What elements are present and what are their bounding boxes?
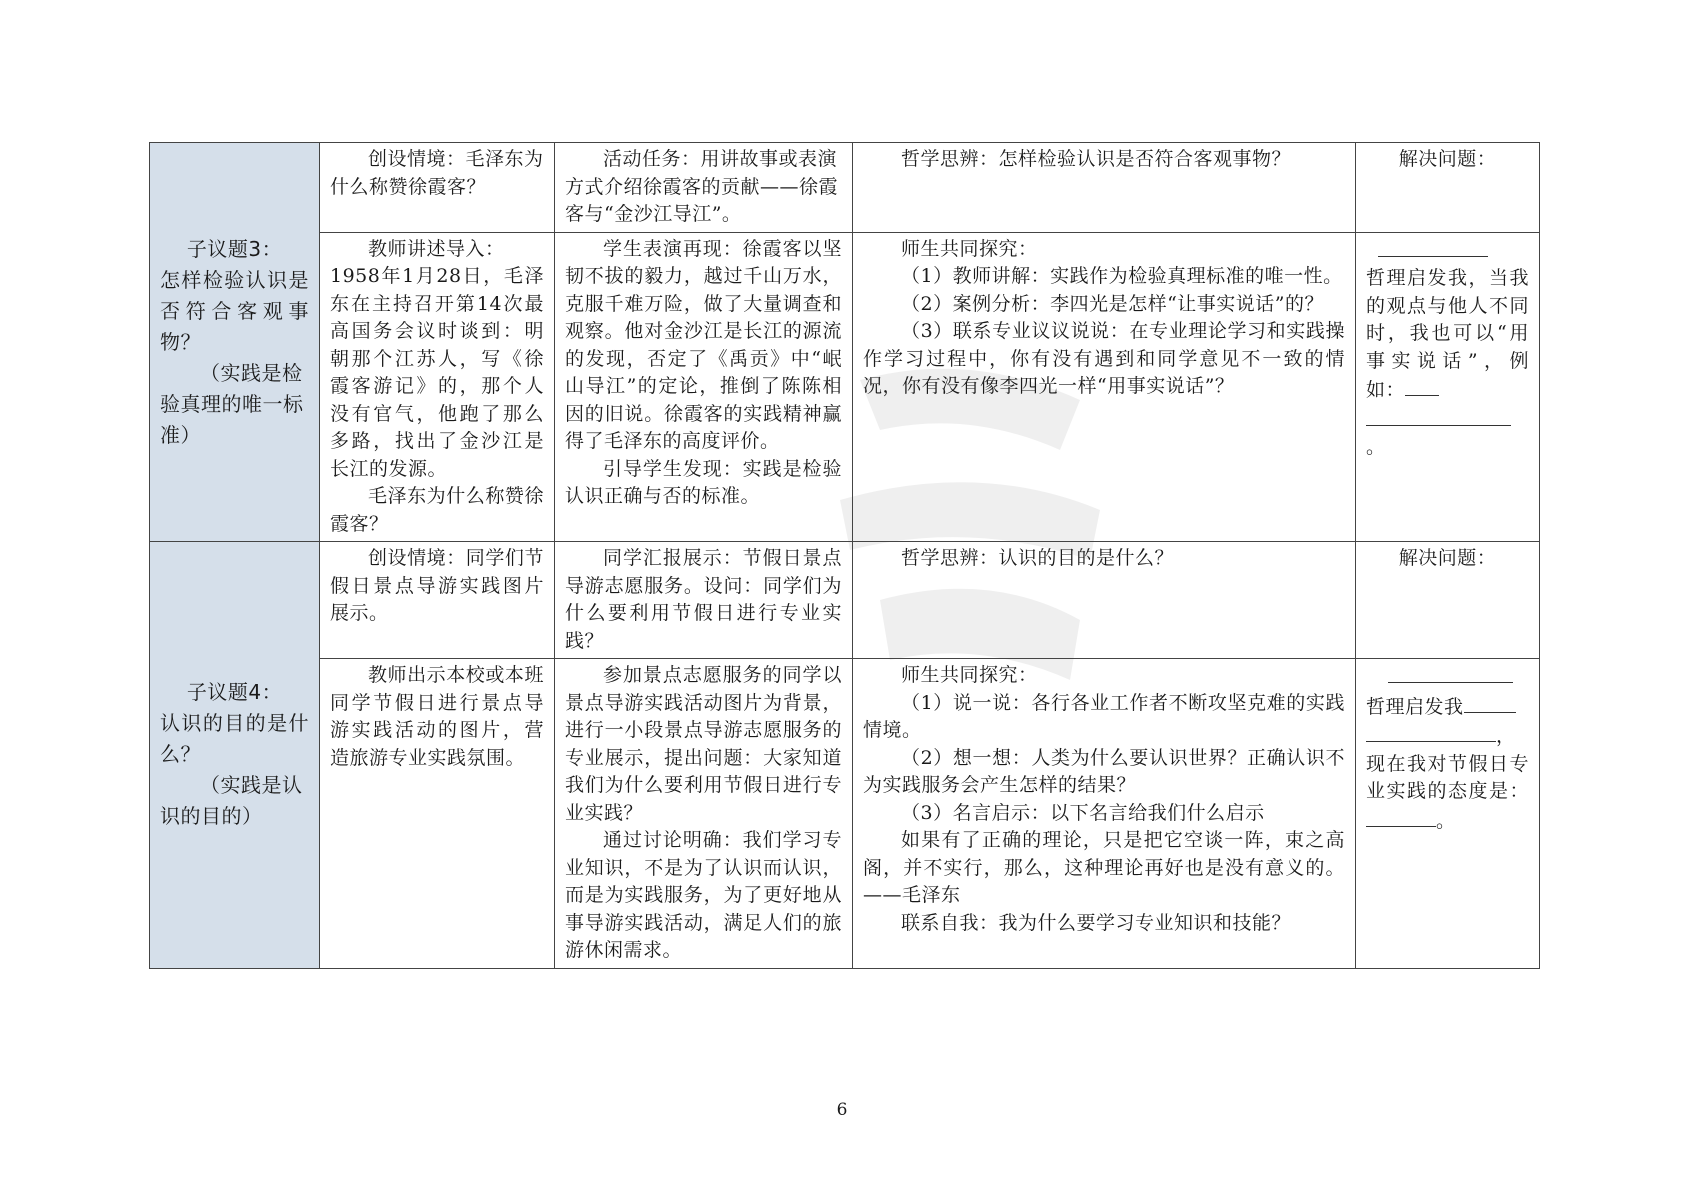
explore-item: 联系自我：我为什么要学习专业知识和技能？ [901, 911, 1292, 934]
answer-blank[interactable] [1388, 662, 1513, 683]
inspire-cell [1356, 659, 1540, 969]
explore-item: （1）教师讲解：实践作为检验真理标准的唯一性。 [901, 265, 1343, 287]
student-show-cell [555, 659, 853, 969]
student-guide-text: 通过讨论明确：我们学习专业知识，不是为了认识而认识，而是为实践服务，为了更好地从事导游实践活动，满足人们的旅游休闲需求。 [565, 829, 842, 961]
activity-task-cell [555, 143, 853, 233]
subtopic-title: 子议题3： [186, 236, 283, 261]
student-show-text: 参加景点志愿服务的同学以景点导游实践活动图片为背景，进行一小段景点导游志愿服务的专业展示，提出问题：大家知道我们为什么要利用节假日进行专业实践？ [565, 664, 842, 824]
inspire-text [1366, 265, 1529, 405]
explore-item: （1）说一说：各行各业工作者不断攻坚克难的实践情境。 [863, 691, 1345, 741]
activity-task-text: 活动任务：用讲故事或表演方式介绍徐霞客的贡献——徐霞客与“金沙江导江”。 [565, 148, 839, 225]
scene-cell [320, 143, 555, 233]
teacher-intro-body: 1958年1月28日，毛泽东在主持召开第14次最高国务会议时谈到：明朝那个江苏人，写《徐霞客游记》的，那个人没有官气，他跑了那么多路，找出了金沙江是长江的发源。 [330, 265, 544, 480]
explore-title: 师生共同探究： [901, 664, 1038, 686]
answer-blank[interactable] [1366, 405, 1511, 426]
solve-cell [1356, 143, 1540, 233]
table-row [150, 143, 1540, 233]
explore-title: 师生共同探究： [901, 237, 1038, 260]
teacher-show-cell [320, 659, 555, 969]
philosophy-text: 哲学思辨：怎样检验认识是否符合客观事物？ [901, 148, 1292, 170]
philosophy-cell [853, 542, 1356, 659]
inspire-end: 。 [1366, 436, 1386, 458]
student-show-cell [555, 232, 853, 542]
scene-text: 创设情境：毛泽东为什么称赞徐霞客？ [330, 148, 544, 198]
student-guide-text: 引导学生发现：实践是检验认识正确与否的标准。 [565, 457, 842, 507]
answer-blank[interactable] [1464, 692, 1516, 713]
inspire-end: 。 [1436, 809, 1456, 832]
explore-cell [853, 659, 1356, 969]
subtopic-3-cell [150, 143, 320, 542]
philosophy-text: 哲学思辨：认识的目的是什么？ [901, 547, 1175, 569]
explore-cell [853, 232, 1356, 542]
solve-label: 解决问题： [1398, 547, 1497, 569]
inspire-cell [1356, 232, 1540, 542]
student-show-text: 学生表演再现：徐霞客以坚韧不拔的毅力，越过千山万水，克服千难万险，做了大量调查和观察。他对金沙江是长江的源流的发现，否定了《禹贡》中“岷山导江”的定论，推倒了陈陈相因的旧说。徐霞客的实践精神赢得了毛泽东的高度评价。 [565, 237, 842, 452]
lesson-table [149, 142, 1540, 969]
teacher-show-text: 教师出示本校或本班同学节假日进行景点导游实践活动的图片，营造旅游专业实践氛围。 [330, 664, 544, 769]
page-number: 6 [836, 1100, 848, 1120]
teacher-intro-cell [320, 232, 555, 542]
inspire-comma: ， [1496, 725, 1516, 747]
answer-blank[interactable] [1366, 721, 1496, 742]
subtopic-question: 认识的目的是什么？ [160, 711, 309, 767]
teacher-intro-question: 毛泽东为什么称赞徐霞客？ [330, 485, 544, 535]
inspire-text-a: 哲理启发我 [1366, 695, 1464, 718]
table-row [150, 659, 1540, 969]
table-row [150, 232, 1540, 542]
subtopic-note: （实践是检验真理的唯一标准） [160, 360, 304, 447]
explore-item: （2）案例分析：李四光是怎样“让事实说话”的？ [901, 292, 1325, 315]
solve-cell [1356, 542, 1540, 659]
philosophy-cell [853, 143, 1356, 233]
explore-item: （2）想一想：人类为什么要认识世界？正确认识不为实践服务会产生怎样的结果？ [863, 746, 1345, 796]
subtopic-title: 子议题4： [186, 680, 283, 705]
teacher-intro-title: 教师讲述导入： [368, 237, 505, 260]
explore-item: 如果有了正确的理论，只是把它空谈一阵，束之高阁，并不实行，那么，这种理论再好也是没有意义的。——毛泽东 [863, 829, 1345, 906]
answer-blank[interactable] [1405, 375, 1439, 396]
solve-label: 解决问题： [1398, 148, 1497, 170]
inspire-text-a: 哲理启发我，当我的观点与他人不同时，我也可以“用事实说话”，例如： [1366, 267, 1529, 401]
inspire-text-b: 现在我对节假日专业实践的态度是： [1366, 752, 1529, 802]
subtopic-4-cell [150, 542, 320, 969]
scene-text: 创设情境：同学们节假日景点导游实践图片展示。 [330, 547, 544, 624]
table-row [150, 542, 1540, 659]
subtopic-note: （实践是认识的目的） [160, 773, 303, 829]
activity-task-text: 同学汇报展示：节假日景点导游志愿服务。设问：同学们为什么要利用节假日进行专业实践？ [565, 547, 842, 652]
explore-item: （3）联系专业议议说说：在专业理论学习和实践操作学习过程中，你有没有遇到和同学意见不一致的情况，你有没有像李四光一样“用事实说话”？ [863, 320, 1345, 397]
subtopic-question: 怎样检验认识是否符合客观事物？ [160, 267, 309, 354]
answer-blank[interactable] [1366, 806, 1436, 827]
explore-item: （3）名言启示：以下名言给我们什么启示 [901, 801, 1265, 824]
scene-cell [320, 542, 555, 659]
activity-task-cell [555, 542, 853, 659]
answer-blank[interactable] [1378, 236, 1488, 257]
